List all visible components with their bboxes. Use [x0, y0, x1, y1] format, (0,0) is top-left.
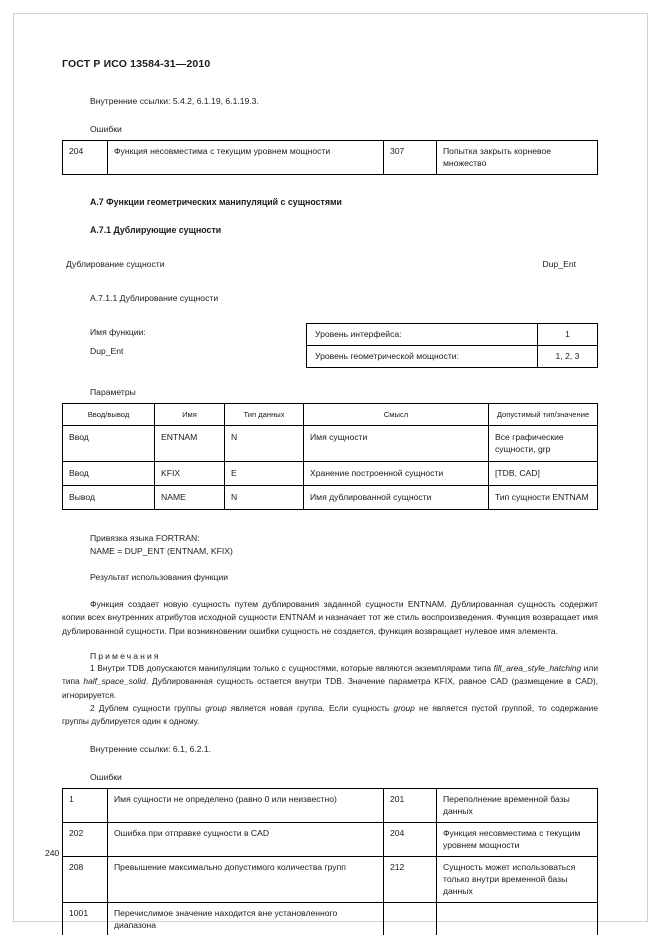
note-1-term-2: half_space_solid [83, 676, 146, 687]
internal-references-bottom: Внутренние ссылки: 6.1, 6.2.1. [90, 744, 212, 755]
error-code-right: 204 [384, 823, 437, 857]
note-1 [62, 662, 598, 702]
param-datatype: E [225, 462, 304, 486]
param-meaning: Имя сущности [304, 426, 489, 462]
error-text-left: Функция несовместима с текущим уровнем мощности [108, 141, 384, 175]
table-row [63, 789, 598, 823]
error-code-left: 208 [63, 857, 108, 903]
error-text-right: Функция несовместима с текущим уровнем мощности [437, 823, 598, 857]
running-head-right: Dup_Ent [542, 259, 576, 269]
function-identity-block [62, 323, 598, 367]
param-header-allowed: Допустимый тип/значение [489, 404, 598, 426]
param-name: NAME [155, 486, 225, 510]
error-text-right [437, 903, 598, 935]
errors-table-bottom-body [63, 789, 598, 935]
note-2-text-a: 2 Дублем сущности группы [90, 702, 206, 713]
param-header-direction: Ввод/вывод [63, 404, 155, 426]
table-row [63, 857, 598, 903]
table-row [63, 462, 598, 486]
error-text-left: Превышение максимально допустимого количества групп [108, 857, 384, 903]
error-code-left: 1001 [63, 903, 108, 935]
parameters-table-head [63, 404, 598, 426]
table-row [63, 903, 598, 935]
error-text-left: Имя сущности не определено (равно 0 или неизвестно) [108, 789, 384, 823]
param-direction: Ввод [63, 426, 155, 462]
fortran-signature: NAME = DUP_ENT (ENTNAM, KFIX) [90, 546, 233, 556]
param-meaning: Хранение построенной сущности [304, 462, 489, 486]
error-text-right: Сущность может использоваться только внутри временной базы данных [437, 857, 598, 903]
interface-level-value: 1 [538, 324, 598, 346]
fortran-binding-block [90, 532, 598, 558]
internal-references-top: Внутренние ссылки: 5.4.2, 6.1.19, 6.1.19.3. [90, 96, 259, 106]
error-text-right: Попытка закрыть корневое множество [437, 141, 598, 175]
note-2-text-c: не является пустой группой, то содержание группы дублируется один к одному. [62, 702, 599, 727]
table-header-row [63, 404, 598, 426]
param-direction: Вывод [63, 486, 155, 510]
levels-table-body [307, 324, 598, 368]
table-row [307, 346, 598, 368]
running-head [62, 259, 598, 269]
param-name: ENTNAM [155, 426, 225, 462]
note-2-term-1: group [205, 702, 227, 713]
description-paragraph: Функция создает новую сущность путем дублирования заданной сущности ENTNAM. Дублированная сущность содержит копии всех внутренних атрибутов исходной сущности ENTNAM и назначает тот же стиль воспроизведения. Функция возвращает имя дублированной сущности. При возникновении ошибки сущность не создается, функция возвращает нулевое имя элемента. [62, 599, 598, 636]
parameters-label: Параметры [90, 387, 136, 397]
param-allowed: Тип сущности ENTNAM [489, 486, 598, 510]
param-direction: Ввод [63, 462, 155, 486]
param-datatype: N [225, 486, 304, 510]
interface-level-label: Уровень интерфейса: [307, 324, 538, 346]
note-1-text-a: 1 Внутри TDB допускаются манипуляции только с сущностями, которые являются экземплярами типа [90, 663, 494, 674]
errors-table-top [62, 140, 598, 175]
note-1-text-c: . Дублированная сущность остается внутри TDB. Значение параметра KFIX, равное CAD (размещение в CAD), игнорируется. [62, 676, 598, 700]
table-row [63, 486, 598, 510]
page-content [62, 58, 598, 935]
param-allowed: [TDB, CAD] [489, 462, 598, 486]
parameters-table [62, 403, 598, 510]
note-1-text-b: или типа [62, 663, 598, 687]
table-row [63, 823, 598, 857]
geometric-power-level-label: Уровень геометрической мощности: [307, 346, 538, 368]
heading-a7-1: А.7.1 Дублирующие сущности [90, 225, 222, 235]
errors-label-bottom: Ошибки [90, 772, 122, 783]
function-name-value: Dup_Ent [90, 346, 124, 356]
param-meaning: Имя дублированной сущности [304, 486, 489, 510]
param-allowed: Все графические сущности, grp [489, 426, 598, 462]
error-code-right: 307 [384, 141, 437, 175]
param-header-meaning: Смысл [304, 404, 489, 426]
error-code-right: 212 [384, 857, 437, 903]
error-code-left: 1 [63, 789, 108, 823]
heading-a7-1-1: А.7.1.1 Дублирование сущности [90, 293, 219, 303]
levels-table [306, 323, 598, 368]
description-block [62, 598, 598, 638]
note-1-term-1: fill_area_style_hatching [493, 663, 582, 674]
errors-label-top: Ошибки [90, 124, 122, 134]
param-header-datatype: Тип данных [225, 404, 304, 426]
note-2-text-b: является новая группа. Если сущность [226, 702, 394, 713]
page-number: 240 [45, 848, 60, 858]
errors-table-top-body [63, 141, 598, 175]
note-2-term-2: group [393, 702, 415, 713]
table-row [63, 426, 598, 462]
table-row [63, 141, 598, 175]
error-text-right: Переполнение временной базы данных [437, 789, 598, 823]
notes-title: Примечания [90, 651, 161, 662]
standard-header: ГОСТ Р ИСО 13584-31—2010 [62, 58, 211, 70]
function-name-group [90, 323, 146, 361]
param-header-name: Имя [155, 404, 225, 426]
fortran-binding-label: Привязка языка FORTRAN: [90, 533, 200, 543]
error-code-left: 202 [63, 823, 108, 857]
table-row [307, 324, 598, 346]
error-text-left: Ошибка при отправке сущности в CAD [108, 823, 384, 857]
note-2 [62, 702, 598, 728]
parameters-table-body [63, 426, 598, 510]
param-name: KFIX [155, 462, 225, 486]
running-head-left: Дублирование сущности [66, 259, 165, 269]
result-label: Результат использования функции [90, 572, 229, 582]
heading-a7: А.7 Функции геометрических манипуляций с сущностями [90, 197, 342, 207]
error-text-left: Перечислимое значение находится вне установленного диапазона [108, 903, 384, 935]
errors-table-bottom [62, 788, 598, 935]
function-name-label: Имя функции: [90, 327, 146, 337]
error-code-right: 201 [384, 789, 437, 823]
geometric-power-level-value: 1, 2, 3 [538, 346, 598, 368]
param-datatype: N [225, 426, 304, 462]
error-code-right [384, 903, 437, 935]
error-code-left: 204 [63, 141, 108, 175]
